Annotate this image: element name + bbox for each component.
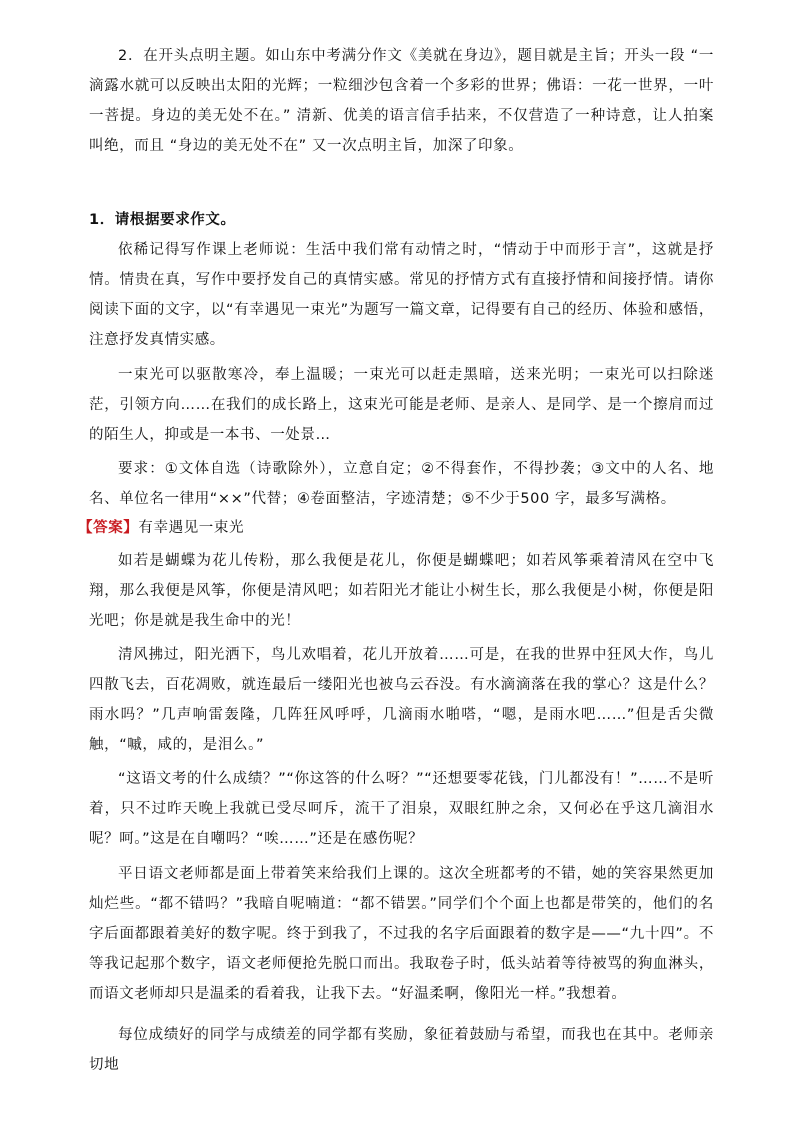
answer-title: 有幸遇见一束光 [138,520,245,536]
answer-paragraph: 每位成绩好的同学与成绩差的同学都有奖励，象征着鼓励与希望，而我也在其中。老师亲切地 [89,1027,714,1073]
intro-paragraph: 2．在开头点明主题。如山东中考满分作文《美就在身边》，题目就是主旨；开头一段 “一滴露水就可以反映出太阳的光辉；一粒细沙包含着一个多彩的世界；佛语：一花一世界，一叶一菩提。身边的美无处不在。” 清新、优美的语言信手拈来，不仅营造了一种诗意，让人拍案叫绝，而且 “身边的美无处不在” 又一次点明主旨，加深了印象。 [89,48,714,154]
question-requirements: 要求：①文体自选（诗歌除外），立意自定；②不得套作，不得抄袭；③文中的人名、地名、单位名一律用“××”代替；④卷面整洁，字迹清楚；⑤不少于500 字，最多写满格。 [89,461,714,507]
question-prompt-paragraph: 依稀记得写作课上老师说：生活中我们常有动情之时，“情动于中而形于言”，这就是抒情。情贵在真，写作中要抒发自己的真情实感。常见的抒情方式有直接抒情和间接抒情。请你阅读下面的文字，以“有幸遇见一束光”为题写一篇文章，记得要有自己的经历、体验和感悟，注意抒发真情实感。 [89,242,714,348]
question-heading: 1．请根据要求作文。 [89,212,236,228]
answer-tag: 【答案】 [78,520,139,536]
answer-paragraph: “这语文考的什么成绩？”“你这答的什么呀？”“还想要零花钱，门儿都没有！”……不是听着，只不过昨天晚上我就已受尽呵斥，流干了泪泉，双眼红肿之余，又何必在乎这几滴泪水呢？呵。”这是在自嘲吗？“唉……”还是在感伤呢？ [89,771,714,847]
answer-paragraph: 清风拂过，阳光洒下，鸟儿欢唱着，花儿开放着……可是，在我的世界中狂风大作，鸟儿四散飞去，百花凋败，就连最后一缕阳光也被乌云吞没。有水滴滴落在我的掌心？这是什么？雨水吗？”几声响雷轰隆，几阵狂风呼呼，几滴雨水啪嗒，“嗯，是雨水吧……”但是舌尖微触，“嘁，咸的，是泪么。” [89,647,714,753]
answer-header [78,514,703,542]
answer-paragraph: 平日语文老师都是面上带着笑来给我们上课的。这次全班都考的不错，她的笑容果然更加灿烂些。“都不错吗？”我暗自呢喃道：“都不错罢。”同学们个个面上也都是带笑的，他们的名字后面都跟着美好的数字呢。终于到我了，不过我的名字后面跟着的数字是——“九十四”。不等我记起那个数字，语文老师便抢先脱口而出。我取卷子时，低头站着等待被骂的狗血淋头，而语文老师却只是温柔的看着我，让我下去。“好温柔啊，像阳光一样。”我想着。 [89,866,714,1002]
question-material-paragraph: 一束光可以驱散寒冷，奉上温暖；一束光可以赶走黑暗，送来光明；一束光可以扫除迷茫，引领方向……在我们的成长路上，这束光可能是老师、是亲人、是同学、是一个擦肩而过的陌生人，抑或是一本书、一处景… [89,367,714,443]
answer-paragraph: 如若是蝴蝶为花儿传粉，那么我便是花儿，你便是蝴蝶吧；如若风筝乘着清风在空中飞翔，那么我便是风筝，你便是清风吧；如若阳光才能让小树生长，那么我便是小树，你便是阳光吧；你是就是我生命中的光！ [89,553,714,629]
